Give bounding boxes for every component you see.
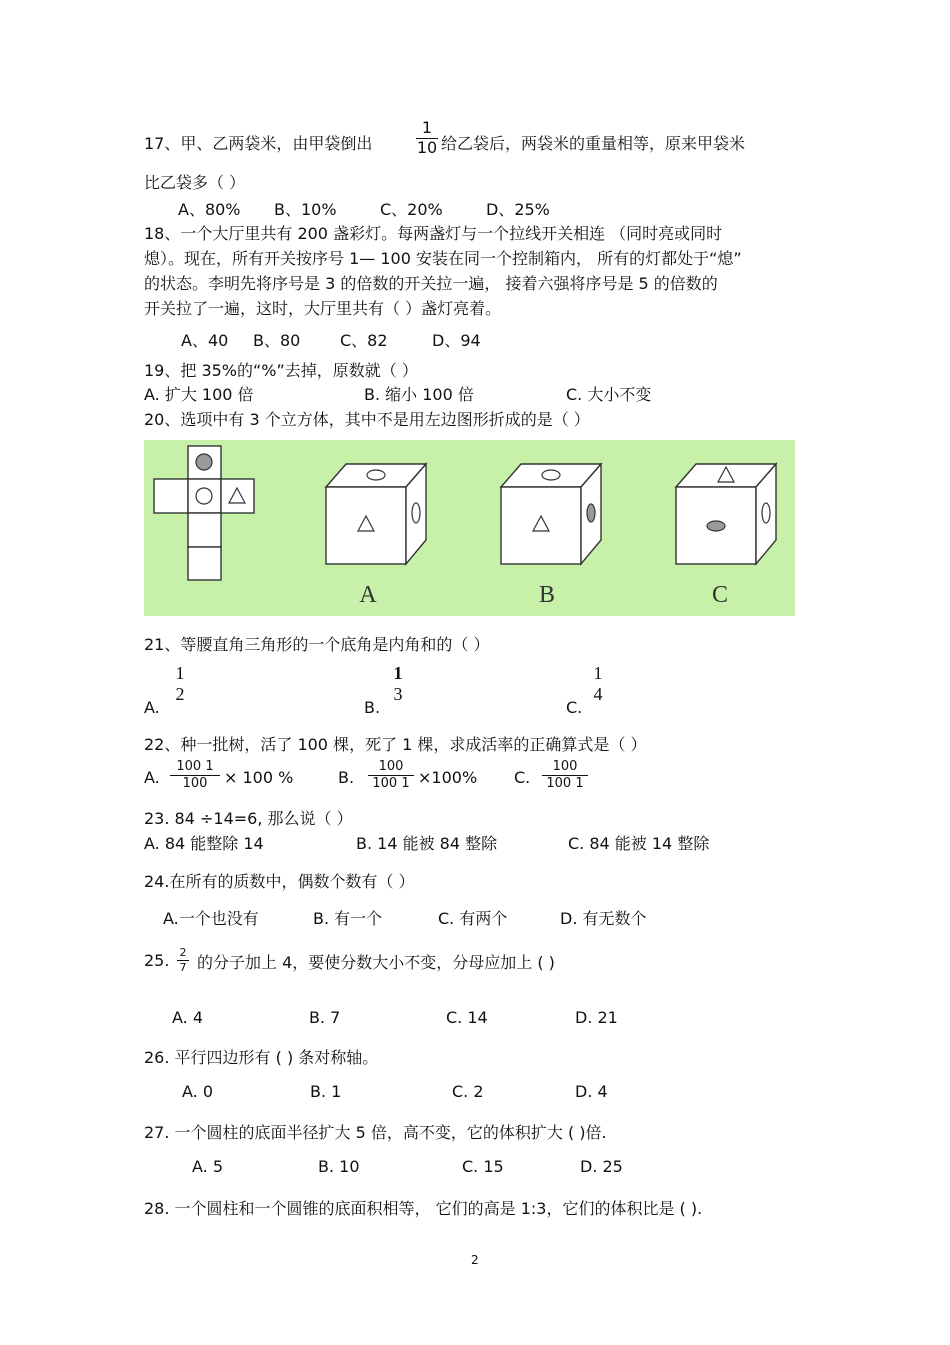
q20-stem: 20、选项中有 3 个立方体，其中不是用左边图形折成的是（ ） (144, 410, 590, 429)
q21-option-b-label: B. (364, 698, 381, 717)
q21-option-c-label: C. (566, 698, 583, 717)
q24-stem: 24.在所有的质数中，偶数个数有（ ） (144, 872, 415, 891)
q22-option-c-numerator: 100 (552, 759, 578, 774)
q18-option-a: A、40 (181, 331, 229, 350)
q26-option-d: D. 4 (575, 1082, 608, 1101)
q18-stem-line2: 熄）。现在，所有开关按序号 1— 100 安装在同一个控制箱内， 所有的灯都处于“熄” (144, 249, 742, 268)
q21-option-b-numerator: 1 (393, 663, 403, 683)
q25-stem: 的分子加上 4，要使分数大小不变，分母应加上 ( ) (197, 953, 555, 972)
q19-option-a: A. 扩大 100 倍 (144, 385, 254, 404)
q21-option-a-denominator: 2 (175, 683, 185, 704)
q22-option-a-denominator: 100 (182, 775, 208, 791)
q18-stem-line4: 开关拉了一遍，这时，大厅里共有（ ）盏灯亮着。 (144, 299, 502, 318)
net-circle-icon (196, 488, 212, 504)
q21-option-c-fraction (590, 664, 606, 704)
q22-option-b-tail: ×100% (418, 768, 478, 787)
q21-option-a-fraction (172, 664, 188, 704)
cube-c-side-oval-icon (762, 503, 770, 523)
q20-cube-figure (144, 440, 795, 616)
q21-option-c-numerator: 1 (593, 663, 603, 683)
q21-option-b-denominator: 3 (393, 683, 403, 704)
q18-stem-line3: 的状态。李明先将序号是 3 的倍数的开关拉一遍， 接着六强将序号是 5 的倍数的 (144, 274, 718, 293)
q25-fraction (177, 947, 189, 973)
q22-stem: 22、种一批树，活了 100 棵，死了 1 棵，求成活率的正确算式是（ ） (144, 735, 647, 754)
q27-stem: 27. 一个圆柱的底面半径扩大 5 倍，高不变，它的体积扩大 ( )倍. (144, 1123, 607, 1142)
cube-a-top-oval-icon (367, 470, 385, 480)
q24-option-b: B. 有一个 (313, 909, 383, 928)
q27-option-c: C. 15 (462, 1157, 504, 1176)
cube-c-front-filled-oval-icon (707, 521, 725, 531)
q22-option-b-label: B. (338, 768, 355, 787)
q22-option-a-fraction (170, 760, 220, 790)
net-filled-circle-icon (196, 454, 212, 470)
q21-option-a-label: A. (144, 698, 160, 717)
q26-option-c: C. 2 (452, 1082, 484, 1101)
q17-stem-line2: 比乙袋多（ ） (144, 173, 246, 192)
cube-c-label: C (711, 582, 729, 608)
q24-option-a: A.一个也没有 (163, 909, 259, 928)
q18-stem-line1: 18、一个大厅里共有 200 盏彩灯。每两盏灯与一个拉线开关相连 （同时亮或同时 (144, 224, 723, 243)
q25-option-d: D. 21 (575, 1008, 618, 1027)
q22-option-b-fraction (368, 760, 414, 790)
q17-option-a: A、80% (178, 200, 241, 219)
q22-option-a-numerator: 100 1 (176, 759, 214, 774)
cube-a-label: A (359, 582, 377, 608)
q22-option-a-tail: × 100 % (224, 768, 294, 787)
q22-option-b-denominator: 100 1 (372, 775, 410, 791)
q23-option-b: B. 14 能被 84 整除 (356, 834, 498, 853)
q22-option-a-label: A. (144, 768, 160, 787)
q18-option-c: C、82 (340, 331, 388, 350)
q27-option-d: D. 25 (580, 1157, 623, 1176)
q21-stem: 21、等腰直角三角形的一个底角是内角和的（ ） (144, 635, 490, 654)
q25-option-b: B. 7 (309, 1008, 341, 1027)
q22-option-c-label: C. (514, 768, 531, 787)
q26-option-a: A. 0 (182, 1082, 214, 1101)
q26-stem: 26. 平行四边形有 ( ) 条对称轴。 (144, 1048, 379, 1067)
q25-number: 25. (144, 951, 170, 970)
q17-stem-part2: 给乙袋后，两袋米的重量相等，原来甲袋米 (441, 134, 746, 153)
q21-option-b-fraction (390, 664, 406, 704)
q17-option-c: C、20% (380, 200, 443, 219)
q17-fraction-denominator: 10 (416, 137, 438, 157)
q21-option-a-numerator: 1 (175, 663, 185, 683)
cube-b-top-oval-icon (542, 470, 560, 480)
q18-option-d: D、94 (432, 331, 481, 350)
q17-fraction (416, 120, 438, 157)
q23-option-c: C. 84 能被 14 整除 (568, 834, 710, 853)
q21-option-c-denominator: 4 (593, 683, 603, 704)
q18-option-b: B、80 (253, 331, 301, 350)
cube-b-side-filled-oval-icon (587, 504, 595, 522)
q22-option-b-numerator: 100 (378, 759, 404, 774)
q25-fraction-denominator: 7 (179, 960, 187, 974)
cube-a-side-oval-icon (412, 503, 420, 523)
q25-fraction-numerator: 2 (179, 946, 187, 959)
cube-b-label: B (538, 582, 556, 608)
q26-option-b: B. 1 (310, 1082, 342, 1101)
q17-stem-part1: 17、甲、乙两袋米，由甲袋倒出 (144, 134, 373, 153)
q23-option-a: A. 84 能整除 14 (144, 834, 264, 853)
q19-stem: 19、把 35%的“%”去掉，原数就（ ） (144, 361, 418, 380)
q27-option-b: B. 10 (318, 1157, 360, 1176)
q22-option-c-fraction (542, 760, 588, 790)
q28-stem: 28. 一个圆柱和一个圆锥的底面积相等， 它们的高是 1:3，它们的体积比是 ( ). (144, 1199, 703, 1218)
q19-option-b: B. 缩小 100 倍 (364, 385, 474, 404)
q17-fraction-numerator: 1 (421, 118, 433, 137)
q24-option-c: C. 有两个 (438, 909, 508, 928)
q27-option-a: A. 5 (192, 1157, 224, 1176)
q24-option-d: D. 有无数个 (560, 909, 647, 928)
q22-option-c-denominator: 100 1 (546, 775, 584, 791)
q19-option-c: C. 大小不变 (566, 385, 652, 404)
q25-option-a: A. 4 (172, 1008, 204, 1027)
page-number: 2 (471, 1253, 479, 1267)
q17-option-b: B、10% (274, 200, 337, 219)
q17-option-d: D、25% (486, 200, 550, 219)
q25-option-c: C. 14 (446, 1008, 488, 1027)
q23-stem: 23. 84 ÷14=6, 那么说（ ） (144, 809, 353, 828)
